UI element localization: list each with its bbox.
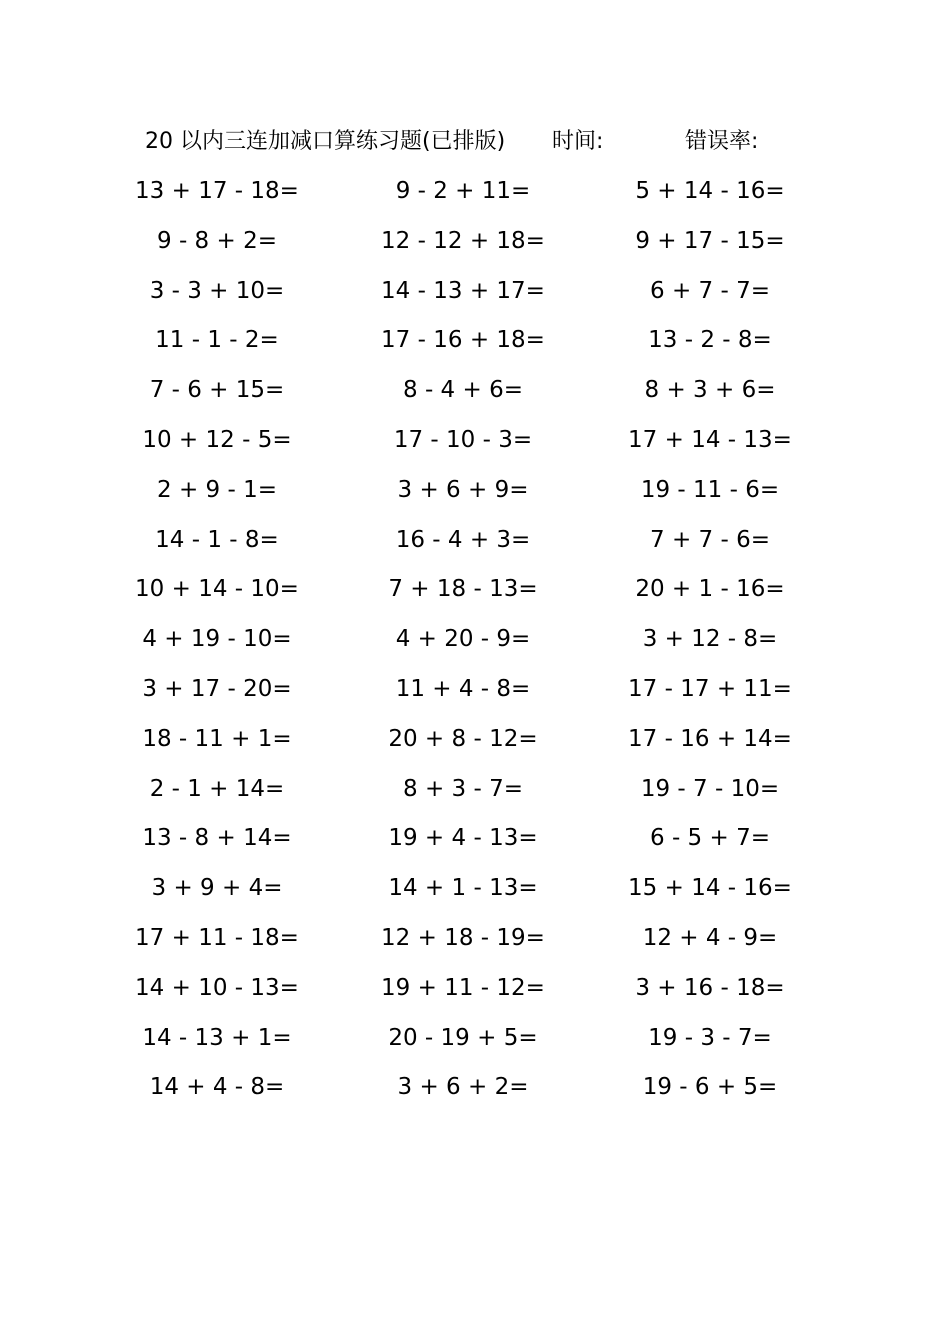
problem-cell: 4 + 19 - 10= <box>142 626 292 653</box>
problem-cell: 6 - 5 + 7= <box>650 825 770 852</box>
problem-cell: 3 - 3 + 10= <box>149 277 285 304</box>
problem-row <box>0 618 950 668</box>
problem-cell: 4 + 20 - 9= <box>395 626 531 653</box>
problem-cell: 19 - 7 - 10= <box>640 775 780 802</box>
problem-cell: 8 + 3 - 7= <box>403 775 523 802</box>
problem-cell: 6 + 7 - 7= <box>650 277 770 304</box>
problem-row <box>0 718 950 768</box>
problem-cell: 9 - 2 + 11= <box>395 178 531 204</box>
problem-row <box>0 917 950 967</box>
problem-cell: 19 + 11 - 12= <box>381 974 545 1001</box>
problem-row <box>0 220 950 270</box>
problem-cell: 9 - 8 + 2= <box>157 227 277 254</box>
problem-row <box>0 568 950 618</box>
problem-cell: 12 + 4 - 9= <box>642 924 778 951</box>
problem-cell: 18 - 11 + 1= <box>142 725 292 752</box>
problem-cell: 12 - 12 + 18= <box>381 227 545 254</box>
problem-cell: 17 + 14 - 13= <box>628 426 792 453</box>
problem-row <box>0 1066 950 1116</box>
problem-row <box>0 319 950 369</box>
problem-cell: 17 + 11 - 18= <box>135 924 299 951</box>
problem-cell: 14 - 1 - 8= <box>155 526 279 553</box>
problem-row <box>0 1017 950 1067</box>
problem-cell: 19 + 4 - 13= <box>388 825 538 852</box>
problem-row <box>0 170 950 220</box>
problem-row <box>0 817 950 867</box>
problem-cell: 10 + 14 - 10= <box>135 576 299 603</box>
time-label: 时间: <box>552 129 604 154</box>
problem-cell: 17 - 16 + 14= <box>628 725 792 752</box>
problem-cell: 10 + 12 - 5= <box>142 426 292 453</box>
error-rate-label: 错误率: <box>685 129 759 154</box>
problem-cell: 12 + 18 - 19= <box>381 924 545 951</box>
problem-cell: 9 + 17 - 15= <box>635 227 785 254</box>
problem-cell: 13 - 8 + 14= <box>142 825 292 852</box>
problem-cell: 3 + 9 + 4= <box>151 875 283 902</box>
problem-cell: 17 - 17 + 11= <box>628 675 792 702</box>
problem-cell: 11 + 4 - 8= <box>395 675 531 702</box>
problem-cell: 20 + 8 - 12= <box>388 725 538 752</box>
problem-row <box>0 668 950 718</box>
problem-cell: 3 + 12 - 8= <box>642 626 778 653</box>
problem-cell: 5 + 14 - 16= <box>635 178 785 204</box>
problem-row <box>0 867 950 917</box>
problem-row <box>0 519 950 569</box>
problem-row <box>0 270 950 320</box>
worksheet-title: 20 以内三连加减口算练习题(已排版) <box>145 129 506 154</box>
problem-cell: 7 + 7 - 6= <box>650 526 770 553</box>
problem-row <box>0 469 950 519</box>
problem-cell: 3 + 17 - 20= <box>142 675 292 702</box>
problem-row <box>0 419 950 469</box>
problem-cell: 20 - 19 + 5= <box>388 1024 538 1051</box>
problem-cell: 13 + 17 - 18= <box>135 178 299 204</box>
problem-cell: 3 + 6 + 9= <box>397 476 529 503</box>
problem-row <box>0 768 950 818</box>
problem-cell: 14 + 10 - 13= <box>135 974 299 1001</box>
problem-cell: 2 + 9 - 1= <box>157 476 277 503</box>
problem-cell: 8 + 3 + 6= <box>644 377 776 404</box>
problem-cell: 3 + 6 + 2= <box>397 1074 529 1101</box>
problem-cell: 13 - 2 - 8= <box>648 327 772 354</box>
problem-cell: 19 - 11 - 6= <box>640 476 780 503</box>
problem-cell: 8 - 4 + 6= <box>403 377 523 404</box>
problem-cell: 2 - 1 + 14= <box>149 775 285 802</box>
problem-cell: 14 + 4 - 8= <box>149 1074 285 1101</box>
problem-cell: 7 + 18 - 13= <box>388 576 538 603</box>
problem-cell: 7 - 6 + 15= <box>149 377 285 404</box>
problem-cell: 14 - 13 + 1= <box>142 1024 292 1051</box>
problem-row <box>0 369 950 419</box>
problem-cell: 17 - 10 - 3= <box>393 426 533 453</box>
problem-cell: 16 - 4 + 3= <box>395 526 531 553</box>
problem-cell: 14 + 1 - 13= <box>388 875 538 902</box>
problem-grid <box>0 170 950 1116</box>
problem-cell: 15 + 14 - 16= <box>628 875 792 902</box>
problem-cell: 14 - 13 + 17= <box>381 277 545 304</box>
problem-cell: 19 - 6 + 5= <box>642 1074 778 1101</box>
worksheet-header <box>145 122 845 162</box>
problem-cell: 3 + 16 - 18= <box>635 974 785 1001</box>
problem-cell: 19 - 3 - 7= <box>648 1024 772 1051</box>
problem-row <box>0 967 950 1017</box>
problem-cell: 11 - 1 - 2= <box>155 327 279 354</box>
problem-cell: 17 - 16 + 18= <box>381 327 545 354</box>
problem-cell: 20 + 1 - 16= <box>635 576 785 603</box>
